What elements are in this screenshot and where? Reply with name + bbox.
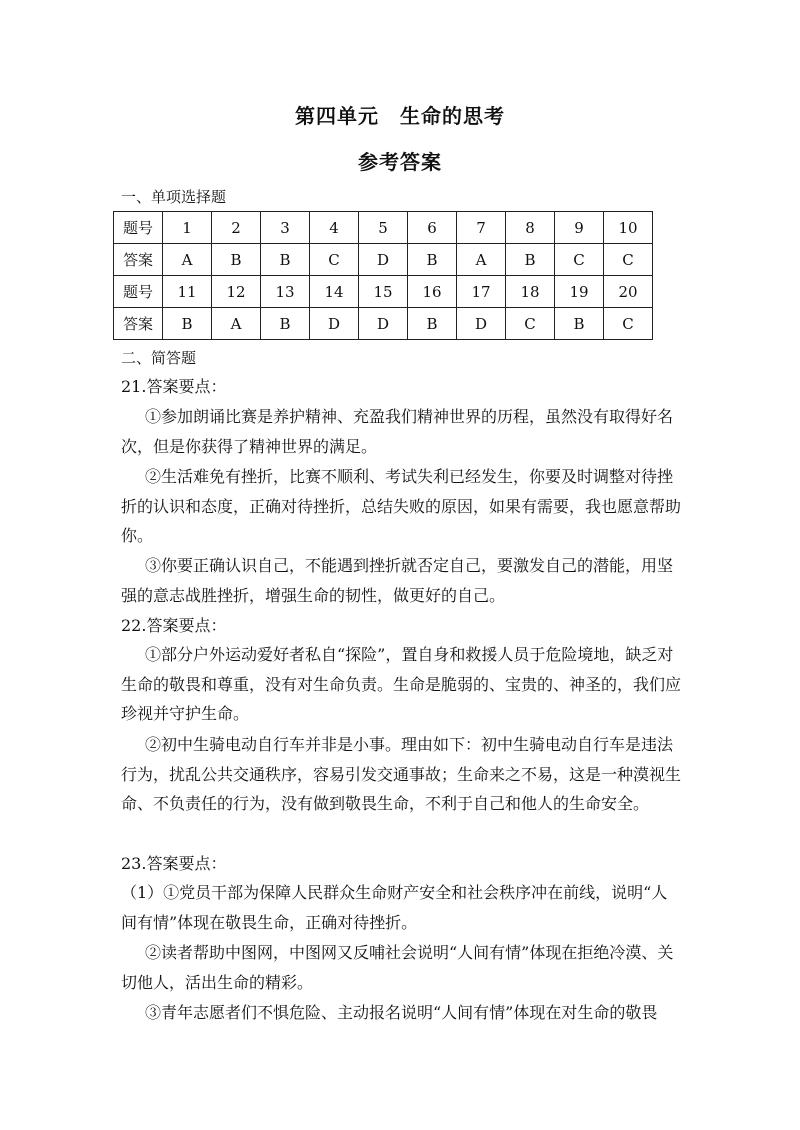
table-cell: 17 xyxy=(457,276,506,308)
table-cell: 19 xyxy=(555,276,604,308)
table-cell: 6 xyxy=(408,212,457,244)
table-cell: A xyxy=(212,308,261,340)
table-cell: 20 xyxy=(604,276,653,308)
question-22-point-2: ②初中生骑电动自行车并非是小事。理由如下：初中生骑电动自行车是违法行为，扰乱公共交通秩序，容易引发交通事故；生命来之不易，这是一种漠视生命、不负责任的行为，没有做到敬畏生命，不利于自己和他人的生命安全。 xyxy=(121,735,682,814)
table-cell: 18 xyxy=(506,276,555,308)
table-row xyxy=(114,244,653,276)
table-cell: B xyxy=(163,308,212,340)
table-cell: A xyxy=(457,244,506,276)
table-cell: C xyxy=(604,244,653,276)
table-cell: B xyxy=(212,244,261,276)
table-cell: 1 xyxy=(163,212,212,244)
table-cell: D xyxy=(457,308,506,340)
table-cell: C xyxy=(555,244,604,276)
table-cell: 8 xyxy=(506,212,555,244)
page-title: 第四单元 生命的思考 xyxy=(295,104,505,128)
question-21-point-3: ③你要正确认识自己，不能遇到挫折就否定自己，要激发自己的潜能，用坚强的意志战胜挫折，增强生命的韧性，做更好的自己。 xyxy=(121,556,674,605)
question-21-heading: 21.答案要点： xyxy=(121,377,227,396)
question-23-point-3: ③青年志愿者们不惧危险、主动报名说明“人间有情”体现在对生命的敬畏 xyxy=(145,1003,658,1022)
question-22-point-1: ①部分户外运动爱好者私自“探险”，置自身和救援人员于危险境地，缺乏对生命的敬畏和尊重，没有对生命负责。生命是脆弱的、宝贵的、神圣的，我们应珍视并守护生命。 xyxy=(121,645,682,724)
table-cell: B xyxy=(261,244,310,276)
table-cell: B xyxy=(408,308,457,340)
table-cell: 12 xyxy=(212,276,261,308)
table-cell: D xyxy=(359,244,408,276)
table-cell: B xyxy=(408,244,457,276)
question-23-point-2: ②读者帮助中图网，中图网又反哺社会说明“人间有情”体现在拒绝冷漠、关切他人，活出生命的精彩。 xyxy=(121,943,674,992)
table-row xyxy=(114,308,653,340)
table-row-label: 答案 xyxy=(114,244,163,276)
table-cell: 16 xyxy=(408,276,457,308)
table-cell: 13 xyxy=(261,276,310,308)
table-cell: B xyxy=(555,308,604,340)
table-cell: D xyxy=(359,308,408,340)
section-heading-short-answer: 二、简答题 xyxy=(121,349,197,367)
table-row xyxy=(114,212,653,244)
table-cell: 3 xyxy=(261,212,310,244)
question-23-heading: 23.答案要点： xyxy=(121,854,227,873)
question-23-point-1: （1）①党员干部为保障人民群众生命财产安全和社会秩序冲在前线，说明“人间有情”体现在敬畏生命，正确对待挫折。 xyxy=(121,883,668,932)
table-cell: C xyxy=(506,308,555,340)
answer-table xyxy=(113,211,653,340)
table-cell: B xyxy=(261,308,310,340)
table-cell: 9 xyxy=(555,212,604,244)
table-row-label: 题号 xyxy=(114,276,163,308)
question-21-point-2: ②生活难免有挫折，比赛不顺利、考试失利已经发生，你要及时调整对待挫折的认识和态度，正确对待挫折，总结失败的原因，如果有需要，我也愿意帮助你。 xyxy=(121,467,682,546)
table-cell: C xyxy=(604,308,653,340)
table-cell: 10 xyxy=(604,212,653,244)
table-cell: B xyxy=(506,244,555,276)
page-subtitle: 参考答案 xyxy=(358,150,442,174)
question-22-heading: 22.答案要点： xyxy=(121,616,227,635)
table-cell: 11 xyxy=(163,276,212,308)
table-cell: 15 xyxy=(359,276,408,308)
table-row-label: 题号 xyxy=(114,212,163,244)
table-cell: A xyxy=(163,244,212,276)
section-heading-choice: 一、单项选择题 xyxy=(121,188,227,206)
table-cell: 4 xyxy=(310,212,359,244)
question-21-point-1: ①参加朗诵比赛是养护精神、充盈我们精神世界的历程，虽然没有取得好名次，但是你获得了精神世界的满足。 xyxy=(121,407,674,456)
table-row-label: 答案 xyxy=(114,308,163,340)
table-cell: D xyxy=(310,308,359,340)
table-row xyxy=(114,276,653,308)
table-cell: 14 xyxy=(310,276,359,308)
table-cell: 5 xyxy=(359,212,408,244)
table-cell: 7 xyxy=(457,212,506,244)
table-cell: C xyxy=(310,244,359,276)
table-cell: 2 xyxy=(212,212,261,244)
